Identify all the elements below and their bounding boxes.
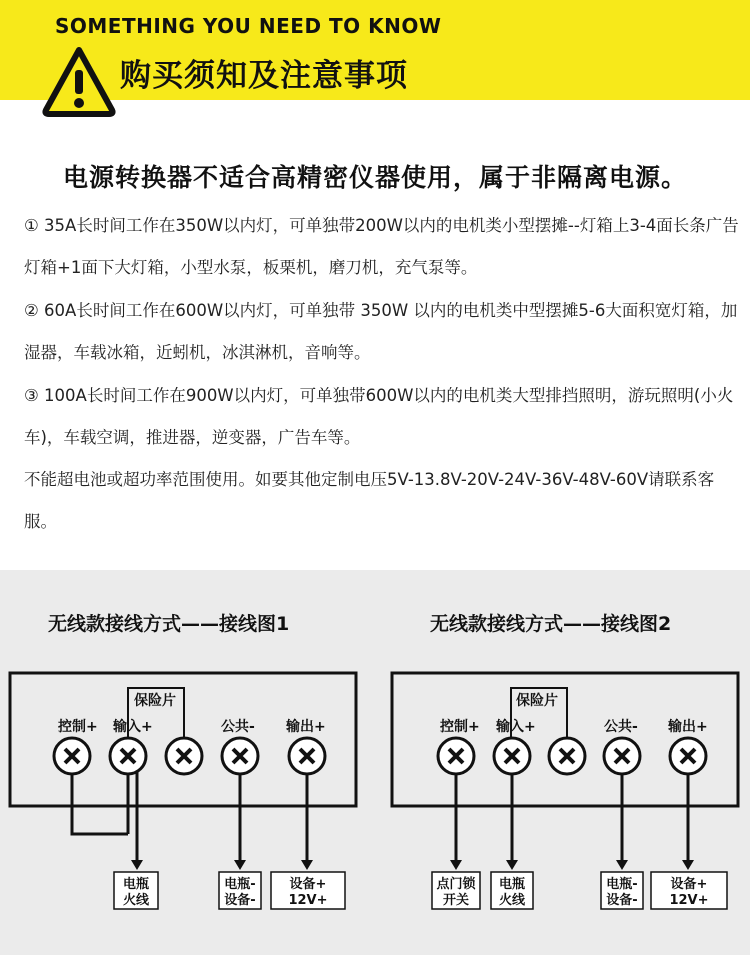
svg-text:12V+: 12V+ — [669, 893, 709, 908]
diagram2-label-input: 输入+ — [496, 719, 536, 735]
notice-heading: 电源转换器不适合高精密仪器使用，属于非隔离电源。 — [62, 163, 687, 192]
diagram2-box-device-pos — [651, 872, 727, 909]
diagram1 — [10, 673, 356, 909]
paragraph-60a: ② 60A长时间工作在600W以内灯，可单独带 350W 以内的电机类中型摆摊5-6大面积宽灯箱，加湿器，车载冰箱，近蚓机，冰淇淋机，音响等。 — [24, 301, 738, 362]
svg-text:设备+: 设备+ — [670, 877, 708, 892]
diagram1-terminal-input — [110, 738, 146, 774]
diagram1-title: 无线款接线方式——接线图1 — [48, 613, 290, 635]
diagram2-box-door-switch — [432, 872, 480, 909]
svg-text:开关: 开关 — [442, 893, 470, 908]
diagram2-terminal-common — [604, 738, 640, 774]
diagram2-box-battery-neg — [601, 872, 643, 909]
diagram2-label-common: 公共- — [604, 719, 638, 735]
diagram2 — [392, 673, 738, 909]
diagram1-box-battery-live — [114, 872, 158, 909]
diagram1-box-battery-neg — [219, 872, 261, 909]
diagram1-terminal-output — [289, 738, 325, 774]
diagram1-label-input: 输入+ — [113, 719, 153, 735]
diagram2-label-control: 控制+ — [440, 719, 480, 735]
svg-text:电瓶-: 电瓶- — [224, 877, 256, 892]
svg-text:火线: 火线 — [122, 893, 150, 908]
svg-text:电瓶-: 电瓶- — [606, 877, 638, 892]
svg-text:火线: 火线 — [498, 893, 526, 908]
svg-text:点门锁: 点门锁 — [436, 877, 476, 892]
diagram1-terminal-common — [222, 738, 258, 774]
diagram2-terminal-input — [494, 738, 530, 774]
svg-text:12V+: 12V+ — [288, 893, 328, 908]
diagram2-label-output: 输出+ — [668, 719, 708, 735]
diagram2-terminal-control — [438, 738, 474, 774]
paragraph-100a: ③ 100A长时间工作在900W以内灯，可单独带600W以内的电机类大型排挡照明，游玩照明(小火车)，车载空调，推进器，逆变器，广告车等。 — [24, 386, 734, 447]
diagram1-box-device-pos — [271, 872, 345, 909]
header-title: 购买须知及注意事项 — [120, 58, 408, 94]
diagram1-label-common: 公共- — [221, 719, 255, 735]
diagram1-terminal-fuse — [166, 738, 202, 774]
diagram1-fuse-label: 保险片 — [134, 693, 176, 709]
diagram2-fuse-label: 保险片 — [516, 693, 558, 709]
paragraph-35a: ① 35A长时间工作在350W以内灯，可单独带200W以内的电机类小型摆摊--灯箱上3-4面长条广告灯箱+1面下大灯箱，小型水泵，板栗机，磨刀机，充气泵等。 — [24, 216, 739, 277]
svg-text:电瓶: 电瓶 — [498, 877, 526, 892]
diagram1-label-control: 控制+ — [58, 719, 98, 735]
header-subtitle: SOMETHING YOU NEED TO KNOW — [55, 14, 442, 38]
diagram2-title: 无线款接线方式——接线图2 — [430, 613, 672, 635]
svg-text:电瓶: 电瓶 — [122, 877, 150, 892]
paragraph-custom-voltage: 不能超电池或超功率范围使用。如要其他定制电压5V-13.8V-20V-24V-36V-48V-60V请联系客服。 — [24, 470, 715, 531]
diagram2-terminal-fuse — [549, 738, 585, 774]
svg-text:设备-: 设备- — [224, 893, 256, 908]
diagram2-box-battery-live — [491, 872, 533, 909]
diagram1-label-output: 输出+ — [286, 719, 326, 735]
diagram2-terminal-output — [670, 738, 706, 774]
svg-text:设备+: 设备+ — [289, 877, 327, 892]
svg-text:设备-: 设备- — [606, 893, 638, 908]
diagram1-terminal-control — [54, 738, 90, 774]
